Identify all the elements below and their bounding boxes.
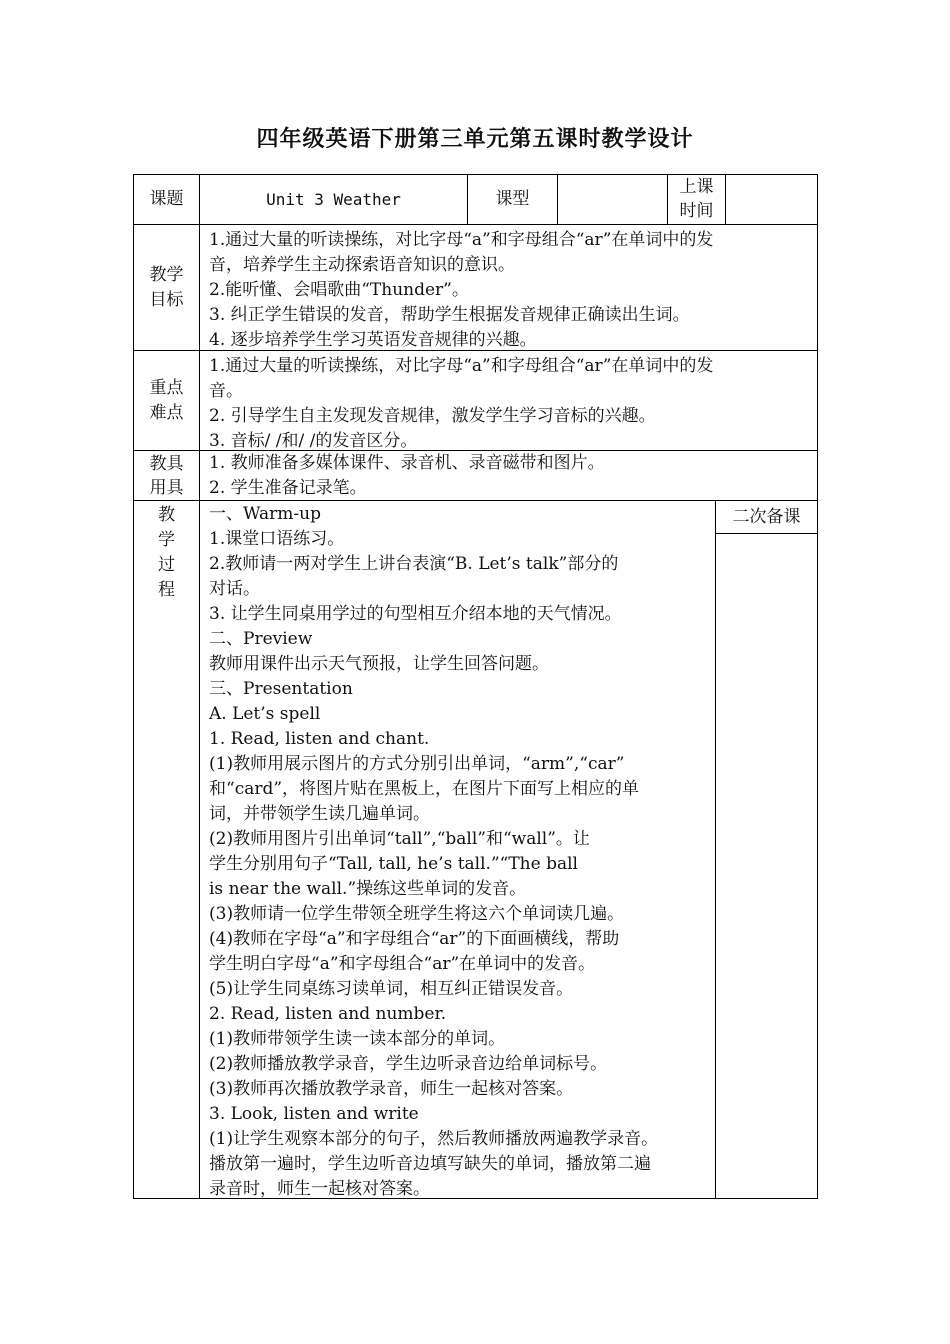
process-line: (1)教师用展示图片的方式分别引出单词，“arm”,“car” xyxy=(209,754,625,774)
process-line: 词，并带领学生读几遍单词。 xyxy=(209,804,430,824)
process-line: 二、Preview xyxy=(209,629,313,649)
tool-line: 1. 教师准备多媒体课件、录音机、录音磁带和图片。 xyxy=(209,453,605,473)
objective-line: 1.通过大量的听读操练，对比字母“a”和字母组合“ar”在单词中的发 xyxy=(209,230,714,250)
process-line: 学生分别用句子“Tall, tall, he’s tall.”“The ball xyxy=(209,854,578,874)
tool-line: 2. 学生准备记录笔。 xyxy=(209,478,367,498)
key-point-line: 1.通过大量的听读操练，对比字母“a”和字母组合“ar”在单词中的发 xyxy=(209,356,714,376)
key-point-line: 音。 xyxy=(209,381,243,401)
process-line: 播放第一遍时，学生边听音边填写缺失的单词，播放第二遍 xyxy=(209,1154,651,1174)
lesson-type-value xyxy=(558,175,667,224)
objectives-content xyxy=(200,225,817,350)
process-line: (4)教师在字母“a”和字母组合“ar”的下面画横线，帮助 xyxy=(209,929,620,949)
process-line: 1.课堂口语练习。 xyxy=(209,529,345,549)
process-line: (3)教师再次播放教学录音，师生一起核对答案。 xyxy=(209,1079,574,1099)
process-line: (3)教师请一位学生带领全班学生将这六个单词读几遍。 xyxy=(209,904,625,924)
topic-label: 课题 xyxy=(149,189,184,209)
objectives-label: 教学 目标 xyxy=(149,264,184,310)
process-line: 录音时，师生一起核对答案。 xyxy=(209,1179,430,1199)
second-prep-header: 二次备课 xyxy=(732,506,801,527)
process-label: 教 学 过 程 xyxy=(158,505,175,600)
process-line: A. Let’s spell xyxy=(209,704,321,724)
page-title: 四年级英语下册第三单元第五课时教学设计 xyxy=(256,127,694,152)
process-content xyxy=(200,501,715,1198)
key-points-content xyxy=(200,351,817,450)
objective-line: 3. 纠正学生错误的发音，帮助学生根据发音规律正确读出生词。 xyxy=(209,305,690,325)
process-line: (2)教师用图片引出单词“tall”,“ball”和“wall”。让 xyxy=(209,829,590,849)
process-line: 教师用课件出示天气预报，让学生回答问题。 xyxy=(209,654,549,674)
process-line: (1)让学生观察本部分的句子，然后教师播放两遍教学录音。 xyxy=(209,1129,659,1149)
key-points-label: 重点 难点 xyxy=(149,377,184,423)
lesson-type-label: 课型 xyxy=(495,189,530,209)
process-line: 三、Presentation xyxy=(209,679,353,699)
process-line: (1)教师带领学生读一读本部分的单词。 xyxy=(209,1029,506,1049)
tools-content xyxy=(200,451,817,500)
process-line: 1. Read, listen and chant. xyxy=(209,729,430,749)
process-line: 2. Read, listen and number. xyxy=(209,1004,447,1024)
key-point-line: 2. 引导学生自主发现发音规律，激发学生学习音标的兴趣。 xyxy=(209,406,656,426)
process-line: 对话。 xyxy=(209,579,260,599)
objective-line: 2.能听懂、会唱歌曲“Thunder”。 xyxy=(209,280,469,300)
process-line: 3. Look, listen and write xyxy=(209,1104,419,1124)
process-line: 学生明白字母“a”和字母组合“ar”在单词中的发音。 xyxy=(209,954,596,974)
class-time-value xyxy=(726,175,817,224)
key-point-line: 3. 音标/ /和/ /的发音区分。 xyxy=(209,431,418,451)
process-line: (5)让学生同桌练习读单词，相互纠正错误发音。 xyxy=(209,979,574,999)
process-line: (2)教师播放教学录音，学生边听录音边给单词标号。 xyxy=(209,1054,608,1074)
tools-label: 教具 用具 xyxy=(149,453,184,498)
objective-line: 4. 逐步培养学生学习英语发音规律的兴趣。 xyxy=(209,330,537,350)
process-line: 和“card”，将图片贴在黑板上，在图片下面写上相应的单 xyxy=(209,779,640,799)
process-line: is near the wall.”操练这些单词的发音。 xyxy=(209,879,527,899)
objective-line: 音，培养学生主动探索语音知识的意识。 xyxy=(209,255,515,275)
topic-value: Unit 3 Weather xyxy=(266,190,401,209)
process-line: 一、Warm-up xyxy=(209,504,321,524)
process-line: 2.教师请一两对学生上讲台表演“B. Let’s talk”部分的 xyxy=(209,554,619,574)
process-line: 3. 让学生同桌用学过的句型相互介绍本地的天气情况。 xyxy=(209,604,622,624)
class-time-label: 上课 时间 xyxy=(679,177,714,221)
second-prep-notes xyxy=(716,534,817,1198)
